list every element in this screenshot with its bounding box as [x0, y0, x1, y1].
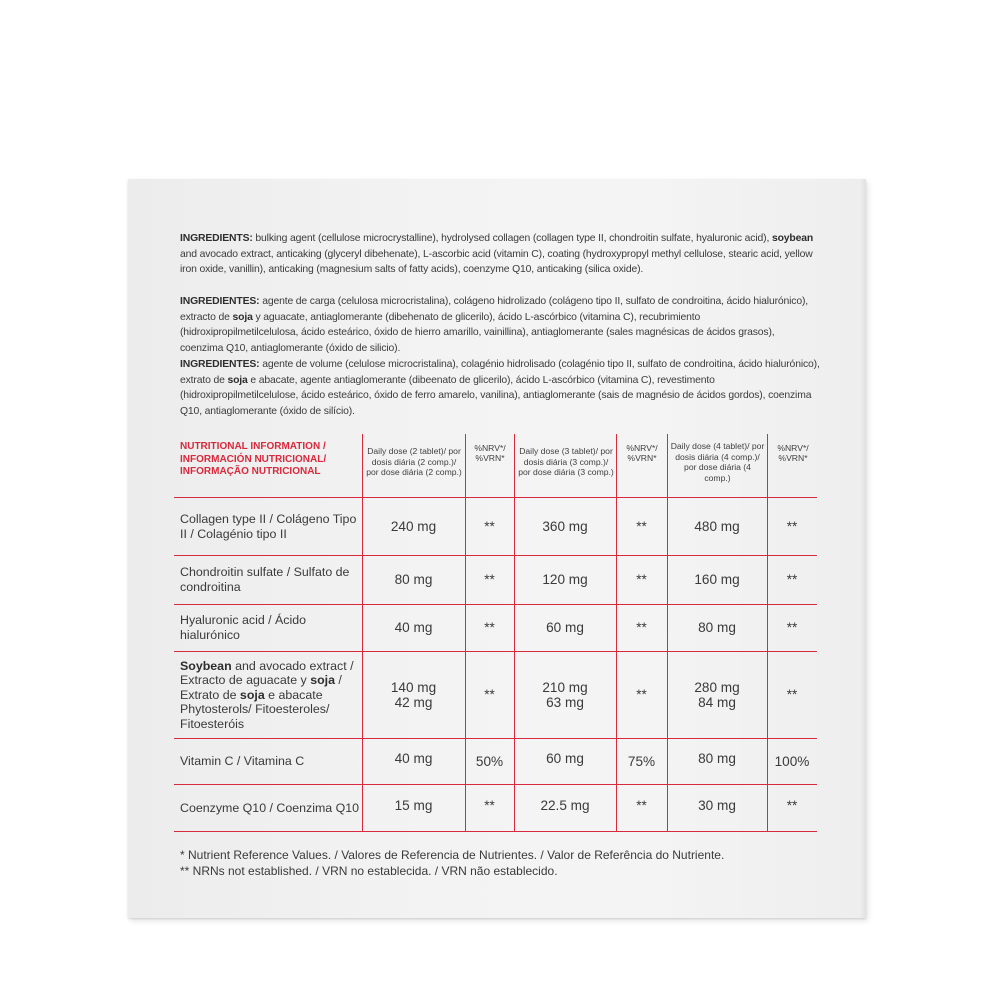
nrv-value: **	[484, 518, 495, 534]
nrv-value: **	[636, 798, 647, 814]
nutrient-label	[180, 652, 362, 738]
footnote-nrv: * Nutrient Reference Values. / Valores de Referencia de Nutrientes. / Valor de Referência do Nutriente.	[180, 848, 725, 862]
label-part: / Extrato de	[180, 673, 342, 702]
nrv-header: %NRV*/ %VRN*	[474, 442, 506, 463]
product-panel	[128, 179, 866, 918]
nrv-value: **	[786, 518, 798, 534]
dose-value: 40 mg	[394, 751, 433, 767]
ingredients-text: y aguacate, antiaglomerante (dibehenato de glicerilo), ácido L-ascórbico (vitamina C), recubrimiento (hidroxipropilmetilcelulosa, ácido esteárico, óxido de hierro amarillo, vainillina), antiaglomerante (sales magnésicas de ácidos grasos), coenzima Q10, antiaglomerante (óxido de silicio).	[180, 311, 775, 354]
dose-line: 63 mg	[546, 695, 584, 710]
dose-value: 80 mg	[698, 751, 736, 767]
table-divider	[174, 831, 817, 832]
ingredients-label: INGREDIENTS:	[180, 233, 253, 244]
allergen-text: soja	[227, 374, 248, 386]
nrv-value: **	[484, 572, 495, 588]
ingredients-text: agente de volume (celulose microcristalina), colagénio hidrolisado (colagénio tipo II, sulfato de condroitina, ácido hialurónico), extrato de	[180, 359, 820, 386]
dose-value: 120 mg	[542, 572, 588, 588]
dose-value: 60 mg	[546, 751, 584, 767]
footnote-vrn: ** NRNs not established. / VRN no establecida. / VRN não establecido.	[180, 864, 558, 878]
nutrient-label: Chondroitin sulfate / Sulfato de condroitina	[180, 565, 350, 594]
nrv-value: 75%	[627, 753, 656, 769]
dose-4-header: Daily dose (4 tablet)/ por dosis diária (4 comp.)/ por dose diária (4 comp.)	[670, 441, 765, 483]
allergen-text: soybean	[771, 233, 814, 244]
dose-value: 360 mg	[542, 518, 588, 534]
nutrition-table	[174, 434, 817, 834]
allergen-text: soja	[232, 311, 253, 323]
label-part: and avocado extract / Extracto de aguacate y	[180, 658, 354, 688]
nrv-value: 50%	[475, 753, 504, 769]
nrv-value: **	[636, 572, 647, 588]
nrv-value: **	[786, 687, 798, 703]
ingredients-text: bulking agent (cellulose microcrystalline), hydrolysed collagen (collagen type II, chondroitin sulfate, hyaluronic acid),	[252, 233, 772, 244]
dose-value: 40 mg	[394, 620, 433, 636]
nutrient-label: Coenzyme Q10 / Coenzima Q10	[180, 800, 360, 815]
dose-line: 140 mg	[390, 679, 437, 695]
dose-3-header: Daily dose (3 tablet)/ por dosis diária (3 comp.)/ por dose diária (3 comp.)	[518, 446, 614, 478]
ingredients-text: and avocado extract, anticaking (glyceryl dibehenate), L-ascorbic acid (vitamin C), coating (hydroxypropyl methyl cellulose, stearic acid, yellow iron oxide, vanillin), anticaking (magnesium salts of fatty acids), coenzyme Q10, anticaking (silica oxide).	[180, 248, 813, 275]
nutrient-label: Hyaluronic acid / Ácido hialurónico	[180, 613, 307, 642]
nutrient-label: Vitamin C / Vitamina C	[180, 754, 305, 769]
dose-line: 84 mg	[698, 695, 736, 710]
allergen-text: Soybean	[180, 658, 232, 673]
dose-value: 15 mg	[394, 798, 433, 814]
nrv-value: **	[484, 620, 495, 636]
ingredients-spanish	[180, 294, 820, 356]
dose-value: 60 mg	[546, 620, 584, 636]
label-part: e abacate Phytosterols/ Fitoesteroles/ Fitoesteróis	[180, 687, 330, 731]
ingredients-english	[180, 231, 820, 278]
nrv-value: **	[484, 798, 495, 814]
dose-value: 80 mg	[394, 572, 433, 588]
dose-line: 42 mg	[394, 695, 433, 710]
allergen-text: soja	[310, 673, 335, 688]
allergen-text: soja	[239, 687, 265, 702]
nrv-header: %NRV*/ %VRN*	[777, 442, 809, 463]
dose-value: 160 mg	[694, 572, 740, 588]
ingredients-portuguese	[180, 357, 820, 419]
dose-value	[667, 652, 767, 738]
dose-line: 280 mg	[694, 679, 740, 695]
table-title: NUTRITIONAL INFORMATION / INFORMACIÓN NUTRICIONAL/ INFORMAÇÃO NUTRICIONAL	[180, 441, 327, 478]
ingredients-label: INGREDIENTES:	[180, 359, 260, 370]
dose-line: 210 mg	[542, 679, 588, 695]
dose-2-header: Daily dose (2 tablet)/ por dosis diária (2 comp.)/ por dose diária (2 comp.)	[366, 446, 462, 478]
ingredients-text: e abacate, agente antiaglomerante (dibeenato de glicerilo), ácido L-ascórbico (vitamina C), revestimento (hidroxipropilmetilcelulose, ácido esteárico, óxido de ferro amarelo, vanilina), antiaglomerante (sais de magnésio de ácidos gordos), coenzima Q10, antiaglomerante (óxido de silício).	[180, 374, 812, 417]
nrv-value: **	[636, 687, 647, 703]
dose-value: 22.5 mg	[540, 798, 590, 814]
nrv-value: **	[636, 620, 647, 636]
dose-value: 30 mg	[698, 798, 736, 814]
nrv-value: **	[786, 798, 798, 814]
nutrient-label-text	[180, 659, 362, 732]
nrv-value: **	[786, 620, 798, 636]
ingredients-text: agente de carga (celulosa microcristalina), colágeno hidrolizado (colágeno tipo II, sulfato de condroitina, ácido hialurónico), extracto de	[180, 296, 809, 323]
dose-value	[514, 652, 616, 738]
nrv-header: %NRV*/ %VRN*	[626, 442, 658, 463]
dose-value	[362, 652, 465, 738]
dose-value: 80 mg	[698, 620, 736, 636]
nrv-value: **	[484, 687, 495, 703]
dose-value: 480 mg	[694, 518, 740, 534]
dose-value: 240 mg	[390, 518, 437, 534]
nutrient-label: Collagen type II / Colágeno Tipo II / Colagénio tipo II	[180, 511, 357, 541]
ingredients-label: INGREDIENTES:	[180, 296, 260, 307]
nrv-value: **	[786, 572, 798, 588]
nrv-value: 100%	[774, 753, 810, 769]
nrv-value: **	[636, 518, 647, 534]
